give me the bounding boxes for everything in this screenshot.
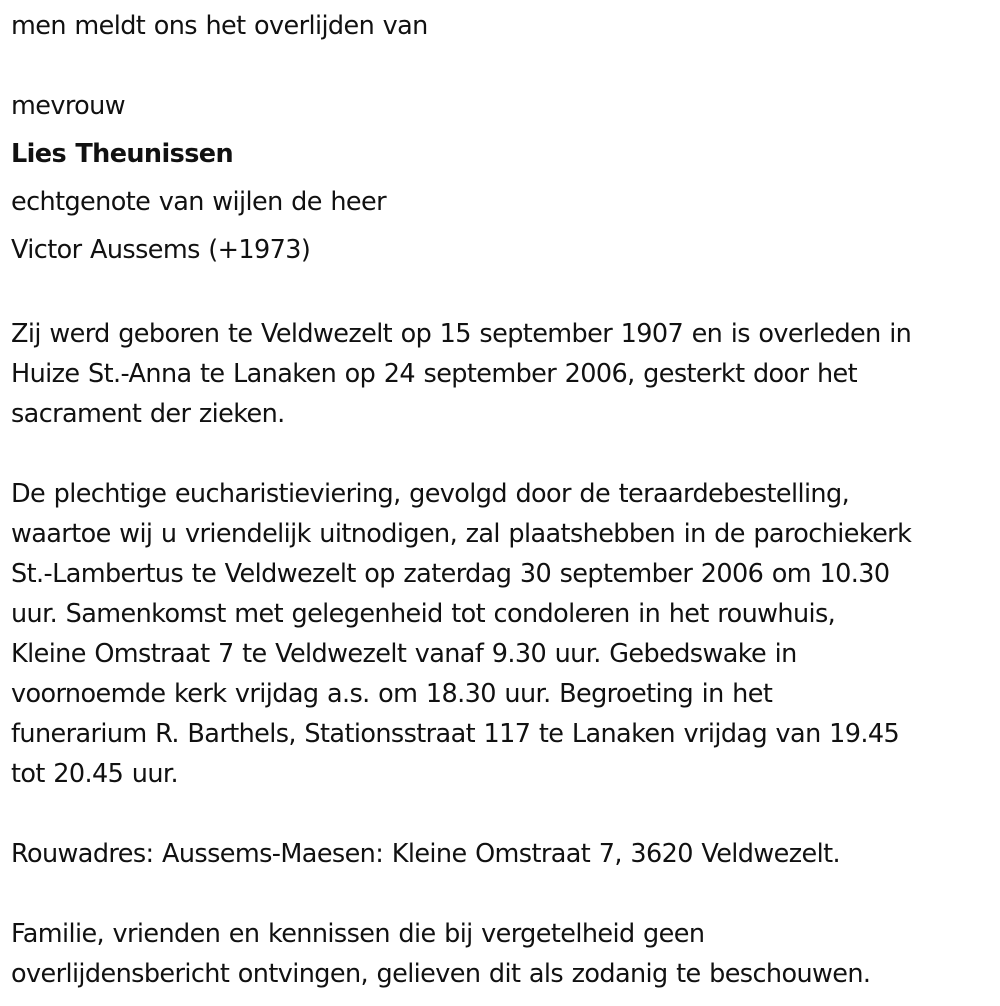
paragraph-line: Familie, vrienden en kennissen die bij vergetelheid geen [11, 919, 705, 949]
salutation: mevrouw [11, 91, 125, 121]
paragraph-line: uur. Samenkomst met gelegenheid tot condoleren in het rouwhuis, [11, 599, 836, 629]
paragraph-line: overlijdensbericht ontvingen, gelieven dit als zodanig te beschouwen. [11, 959, 871, 989]
paragraph-line: voornoemde kerk vrijdag a.s. om 18.30 uur. Begroeting in het [11, 679, 773, 709]
relation-line-2: Victor Aussems (+1973) [11, 235, 311, 265]
ceremony-paragraph [11, 474, 996, 794]
paragraph-line: waartoe wij u vriendelijk uitnodigen, zal plaatshebben in de parochiekerk [11, 519, 912, 549]
paragraph-spacer [11, 274, 996, 314]
paragraph-line: St.-Lambertus te Veldwezelt op zaterdag 30 september 2006 om 10.30 [11, 559, 890, 589]
paragraph-spacer [11, 874, 996, 914]
paragraph-line: De plechtige eucharistieviering, gevolgd door de teraardebestelling, [11, 479, 850, 509]
paragraph-line: Rouwadres: Aussems-Maesen: Kleine Omstraat 7, 3620 Veldwezelt. [11, 839, 840, 869]
paragraph-line: Huize St.-Anna te Lanaken op 24 september 2006, gesterkt door het [11, 359, 857, 389]
birth-death-paragraph [11, 314, 996, 434]
paragraph-line: funerarium R. Barthels, Stationsstraat 117 te Lanaken vrijdag van 19.45 [11, 719, 900, 749]
paragraph-spacer [11, 434, 996, 474]
death-notice [11, 6, 996, 994]
paragraph-line: Zij werd geboren te Veldwezelt op 15 september 1907 en is overleden in [11, 319, 912, 349]
deceased-name: Lies Theunissen [11, 139, 234, 169]
relation-line-1: echtgenote van wijlen de heer [11, 187, 386, 217]
paragraph-spacer [11, 794, 996, 834]
address-paragraph [11, 834, 996, 874]
closing-paragraph [11, 914, 996, 994]
paragraph-line: Kleine Omstraat 7 te Veldwezelt vanaf 9.30 uur. Gebedswake in [11, 639, 797, 669]
paragraph-line: tot 20.45 uur. [11, 759, 178, 789]
intro-text: men meldt ons het overlijden van [11, 11, 428, 41]
paragraph-line: sacrament der zieken. [11, 399, 285, 429]
